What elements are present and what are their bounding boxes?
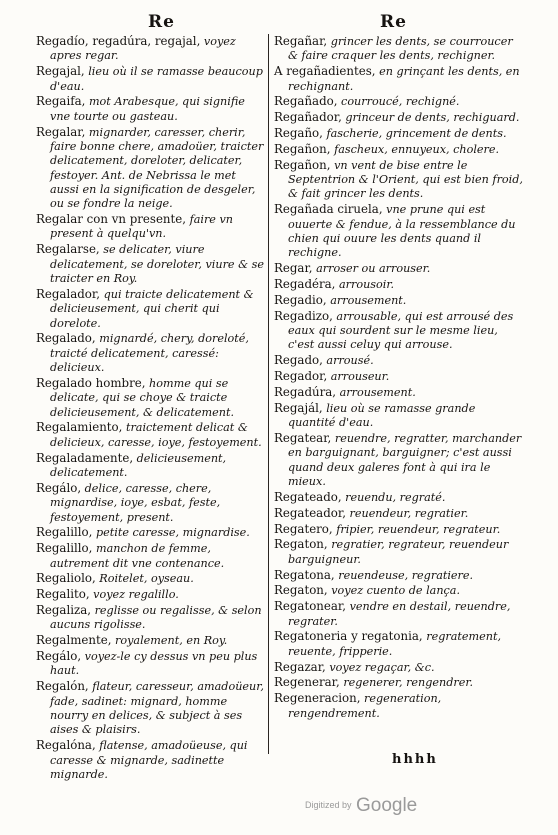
dictionary-entry bbox=[274, 385, 524, 400]
entry-definition: regratier, regrateur, reuendeur barguigneur. bbox=[288, 538, 509, 566]
entry-headword: Regalado hombre, bbox=[36, 375, 146, 390]
running-head-left: Re bbox=[148, 12, 175, 32]
entry-headword: Regañado, bbox=[274, 94, 338, 109]
google-logo-text: Google bbox=[355, 795, 418, 816]
dictionary-entry bbox=[274, 537, 524, 567]
entry-headword: Regatona, bbox=[274, 567, 335, 582]
dictionary-entry bbox=[274, 568, 524, 583]
dictionary-entry bbox=[36, 587, 268, 602]
entry-definition: royalement, en Roy. bbox=[115, 634, 228, 648]
entry-definition: fascherie, grincement de dents. bbox=[326, 127, 507, 141]
entry-definition: arrousé. bbox=[326, 354, 374, 368]
entry-definition: flateur, caresseur, amadoüeur, fade, sadinet: mignard, homme nourry en delices, & subject à ses aises & plaisirs. bbox=[50, 680, 264, 737]
dictionary-entry bbox=[274, 490, 524, 505]
entry-definition: petite caresse, mignardise. bbox=[95, 526, 250, 540]
entry-definition: grinceur de dents, rechiguard. bbox=[345, 111, 520, 125]
entry-headword: Regajal, bbox=[36, 64, 85, 79]
dictionary-entry bbox=[36, 525, 268, 540]
dictionary-entry bbox=[274, 599, 524, 629]
entry-definition: flatense, amadoüeuse, qui caresse & mignarde, sadinette mignarde. bbox=[50, 739, 248, 781]
dictionary-entry bbox=[274, 401, 524, 431]
entry-headword: Regadio, bbox=[274, 292, 327, 307]
entry-headword: Regalar con vn presente, bbox=[36, 212, 186, 227]
dictionary-entry bbox=[36, 34, 268, 64]
dictionary-entry bbox=[36, 212, 268, 242]
dictionary-entry bbox=[274, 353, 524, 368]
entry-definition: regeneration, rengendrement. bbox=[288, 692, 442, 720]
entry-headword: Regadéra, bbox=[274, 277, 336, 291]
dictionary-entry bbox=[274, 202, 524, 260]
entry-headword: Regalón, bbox=[36, 679, 89, 694]
column-divider bbox=[268, 34, 269, 754]
entry-definition: reuendeur, regratier. bbox=[349, 506, 469, 520]
digitized-footer bbox=[305, 795, 417, 817]
dictionary-entry bbox=[274, 142, 524, 157]
entry-headword: Regalillo, bbox=[36, 525, 93, 540]
entry-definition: grincer les dents, se courroucer & faire craquer les dents, rechigner. bbox=[288, 35, 513, 63]
dictionary-entry bbox=[274, 110, 524, 125]
entry-headword: Regañada ciruela, bbox=[274, 202, 383, 217]
entry-definition: Roitelet, oyseau. bbox=[99, 572, 194, 586]
dictionary-entry bbox=[36, 287, 268, 331]
entry-definition: lieu où se ramasse grande quantité d'eau. bbox=[288, 401, 476, 430]
entry-headword: Regadío, regadúra, regajal, bbox=[36, 34, 201, 48]
entry-definition: regenerer, rengendrer. bbox=[343, 676, 474, 690]
dictionary-entry bbox=[274, 506, 524, 521]
entry-headword: Regenerar, bbox=[274, 675, 340, 690]
entry-definition: lieu où il se ramasse beaucoup d'eau. bbox=[50, 65, 263, 93]
dictionary-entry bbox=[274, 293, 524, 308]
entry-headword: A regañadientes, bbox=[274, 64, 376, 79]
entry-headword: Regalito, bbox=[36, 587, 90, 602]
entry-headword: Regalmente, bbox=[36, 633, 112, 648]
entry-definition: arrousement. bbox=[330, 293, 407, 307]
entry-definition: voyez cuento de lança. bbox=[331, 584, 461, 598]
entry-headword: Regar, bbox=[274, 261, 313, 276]
entry-headword: Regaifa, bbox=[36, 94, 86, 109]
dictionary-entry bbox=[274, 431, 524, 489]
entry-headword: Regalamiento, bbox=[36, 420, 123, 435]
entry-definition: vendre en destail, reuendre, regrater. bbox=[288, 600, 511, 628]
entry-definition: delicieusement, delicatement. bbox=[50, 451, 227, 479]
entry-definition: manchon de femme, autrement dit vne contenance. bbox=[50, 542, 225, 570]
dictionary-entry bbox=[274, 369, 524, 384]
entry-definition: qui traicte delicatement & delicieusement, qui cherit qui dorelote. bbox=[50, 287, 254, 330]
dictionary-entry bbox=[36, 633, 268, 648]
dictionary-entry bbox=[36, 242, 268, 286]
dictionary-entry bbox=[274, 583, 524, 598]
entry-definition: courroucé, rechigné. bbox=[341, 95, 460, 109]
entry-headword: Regateador, bbox=[274, 505, 346, 520]
entry-headword: Regañon, bbox=[274, 157, 331, 172]
dictionary-entry bbox=[36, 541, 268, 571]
entry-definition: reuendu, regraté. bbox=[345, 490, 446, 504]
entry-headword: Regaton, bbox=[274, 537, 328, 552]
dictionary-entry bbox=[36, 451, 268, 481]
entry-headword: Regazar, bbox=[274, 659, 326, 674]
dictionary-entry bbox=[36, 125, 268, 212]
entry-headword: Regadúra, bbox=[274, 384, 337, 399]
entry-definition: voyez regalillo. bbox=[93, 588, 179, 602]
dictionary-entry bbox=[274, 309, 524, 353]
dictionary-entry bbox=[36, 603, 268, 633]
entry-headword: Regalillo, bbox=[36, 541, 93, 556]
entry-headword: Regatoneria y regatonia, bbox=[274, 629, 423, 644]
entry-definition: voyez regaçar, &c. bbox=[329, 660, 435, 674]
left-column bbox=[36, 34, 268, 783]
dictionary-entry bbox=[36, 64, 268, 94]
entry-definition: arroser ou arrouser. bbox=[316, 262, 431, 276]
dictionary-entry bbox=[36, 679, 268, 737]
dictionary-entry bbox=[274, 261, 524, 276]
entry-headword: Regalado, bbox=[36, 331, 96, 346]
entry-definition: arrousement. bbox=[339, 385, 416, 399]
dictionary-entry bbox=[274, 675, 524, 690]
entry-definition: vne prune qui est ouuerte & fendue, à la ressemblance du chien qui ouure les dents quand il rechigne. bbox=[288, 203, 516, 260]
entry-headword: Regálo, bbox=[36, 649, 82, 664]
entry-headword: Regateado, bbox=[274, 489, 342, 504]
entry-definition: delice, caresse, chere, mignardise, ioye, esbat, feste, festoyement, present. bbox=[50, 481, 221, 524]
entry-headword: Regalador, bbox=[36, 286, 101, 301]
entry-headword: Regatonear, bbox=[274, 599, 346, 614]
entry-definition: homme qui se delicate, qui se choye & traicte delicieusement, & delicatement. bbox=[50, 376, 235, 419]
entry-definition: voyez apres regar. bbox=[50, 35, 236, 63]
entry-definition: mignardé, chery, doreloté, traicté delicatement, caressé: delicieux. bbox=[50, 332, 249, 375]
entry-headword: Regalar, bbox=[36, 124, 86, 139]
entry-headword: Regañon, bbox=[274, 141, 331, 156]
dictionary-entry bbox=[36, 649, 268, 679]
entry-headword: Regalarse, bbox=[36, 242, 100, 257]
dictionary-entry bbox=[274, 94, 524, 109]
entry-definition: mignarder, caresser, cherir, faire bonne chere, amadoüer, traicter delicatement, doreloter, delicater, festoyer. Ant. de Nebrissa le met aussi en la signification de desgeler, ou se fondre la neige. bbox=[50, 125, 264, 211]
entry-definition: arrousable, qui est arrousé des eaux qui sourdent sur le mesme lieu, c'est aussi celuy qui arrouse. bbox=[288, 309, 514, 352]
entry-headword: Regador, bbox=[274, 369, 328, 384]
dictionary-entry bbox=[274, 126, 524, 141]
digitized-label: Digitized by bbox=[305, 800, 352, 810]
entry-definition: faire vn present à quelqu'vn. bbox=[50, 213, 234, 241]
entry-headword: Regado, bbox=[274, 353, 323, 368]
entry-headword: Regadizo, bbox=[274, 308, 333, 323]
entry-headword: Regañador, bbox=[274, 110, 342, 125]
entry-definition: regratement, reuente, fripperie. bbox=[288, 630, 502, 658]
dictionary-entry bbox=[36, 376, 268, 420]
entry-definition: fascheux, ennuyeux, cholere. bbox=[334, 142, 500, 156]
signature-mark: hhhh bbox=[392, 752, 438, 767]
entry-headword: Regaliza, bbox=[36, 603, 91, 618]
entry-definition: se delicater, viure delicatement, se doreloter, viure & se traicter en Roy. bbox=[50, 243, 264, 285]
dictionary-entry bbox=[274, 522, 524, 537]
entry-definition: arrousoir. bbox=[338, 278, 395, 291]
dictionary-entry bbox=[36, 94, 268, 124]
dictionary-entry bbox=[274, 64, 524, 94]
entry-headword: Regatero, bbox=[274, 521, 333, 536]
dictionary-entry bbox=[36, 738, 268, 782]
dictionary-entry bbox=[36, 481, 268, 525]
entry-definition: fripier, reuendeur, regrateur. bbox=[336, 522, 501, 536]
dictionary-entry bbox=[36, 331, 268, 375]
entry-headword: Regañar, bbox=[274, 34, 328, 48]
dictionary-entry bbox=[36, 571, 268, 586]
dictionary-entry bbox=[274, 34, 524, 64]
entry-headword: Regaño, bbox=[274, 126, 323, 141]
entry-headword: Regaton, bbox=[274, 583, 328, 598]
entry-definition: voyez-le cy dessus vn peu plus haut. bbox=[50, 650, 258, 678]
entry-definition: arrouseur. bbox=[330, 370, 390, 384]
entry-definition: vn vent de bise entre le Septentrion & l'Orient, qui est bien froid, & fait grincer les dents. bbox=[288, 158, 523, 201]
entry-definition: traictement delicat & delicieux, caresse, ioye, festoyement. bbox=[50, 421, 262, 449]
entry-headword: Regajál, bbox=[274, 400, 323, 415]
right-column bbox=[274, 34, 524, 721]
entry-definition: reglisse ou regalisse, & selon aucuns rigolisse. bbox=[50, 604, 262, 632]
entry-headword: Regatear, bbox=[274, 430, 332, 445]
entry-headword: Regálo, bbox=[36, 480, 82, 495]
dictionary-entry bbox=[274, 691, 524, 721]
entry-headword: Regeneracion, bbox=[274, 691, 361, 706]
entry-headword: Regaliolo, bbox=[36, 571, 96, 586]
dictionary-entry bbox=[274, 158, 524, 202]
entry-definition: reuendeuse, regratiere. bbox=[338, 568, 474, 582]
dictionary-entry bbox=[274, 277, 524, 292]
entry-definition: mot Arabesque, qui signifie vne tourte ou gasteau. bbox=[50, 95, 245, 123]
dictionary-entry bbox=[36, 420, 268, 450]
running-head-right: Re bbox=[380, 12, 407, 32]
dictionary-entry bbox=[274, 660, 524, 675]
entry-headword: Regalóna, bbox=[36, 738, 96, 753]
entry-headword: Regaladamente, bbox=[36, 450, 134, 465]
entry-definition: en grinçant les dents, en rechignant. bbox=[288, 65, 520, 93]
entry-definition: reuendre, regratter, marchander en barguignant, barguigner; c'est aussi quand deux galeres font à qui ira le mieux. bbox=[288, 431, 522, 488]
dictionary-entry bbox=[274, 629, 524, 659]
